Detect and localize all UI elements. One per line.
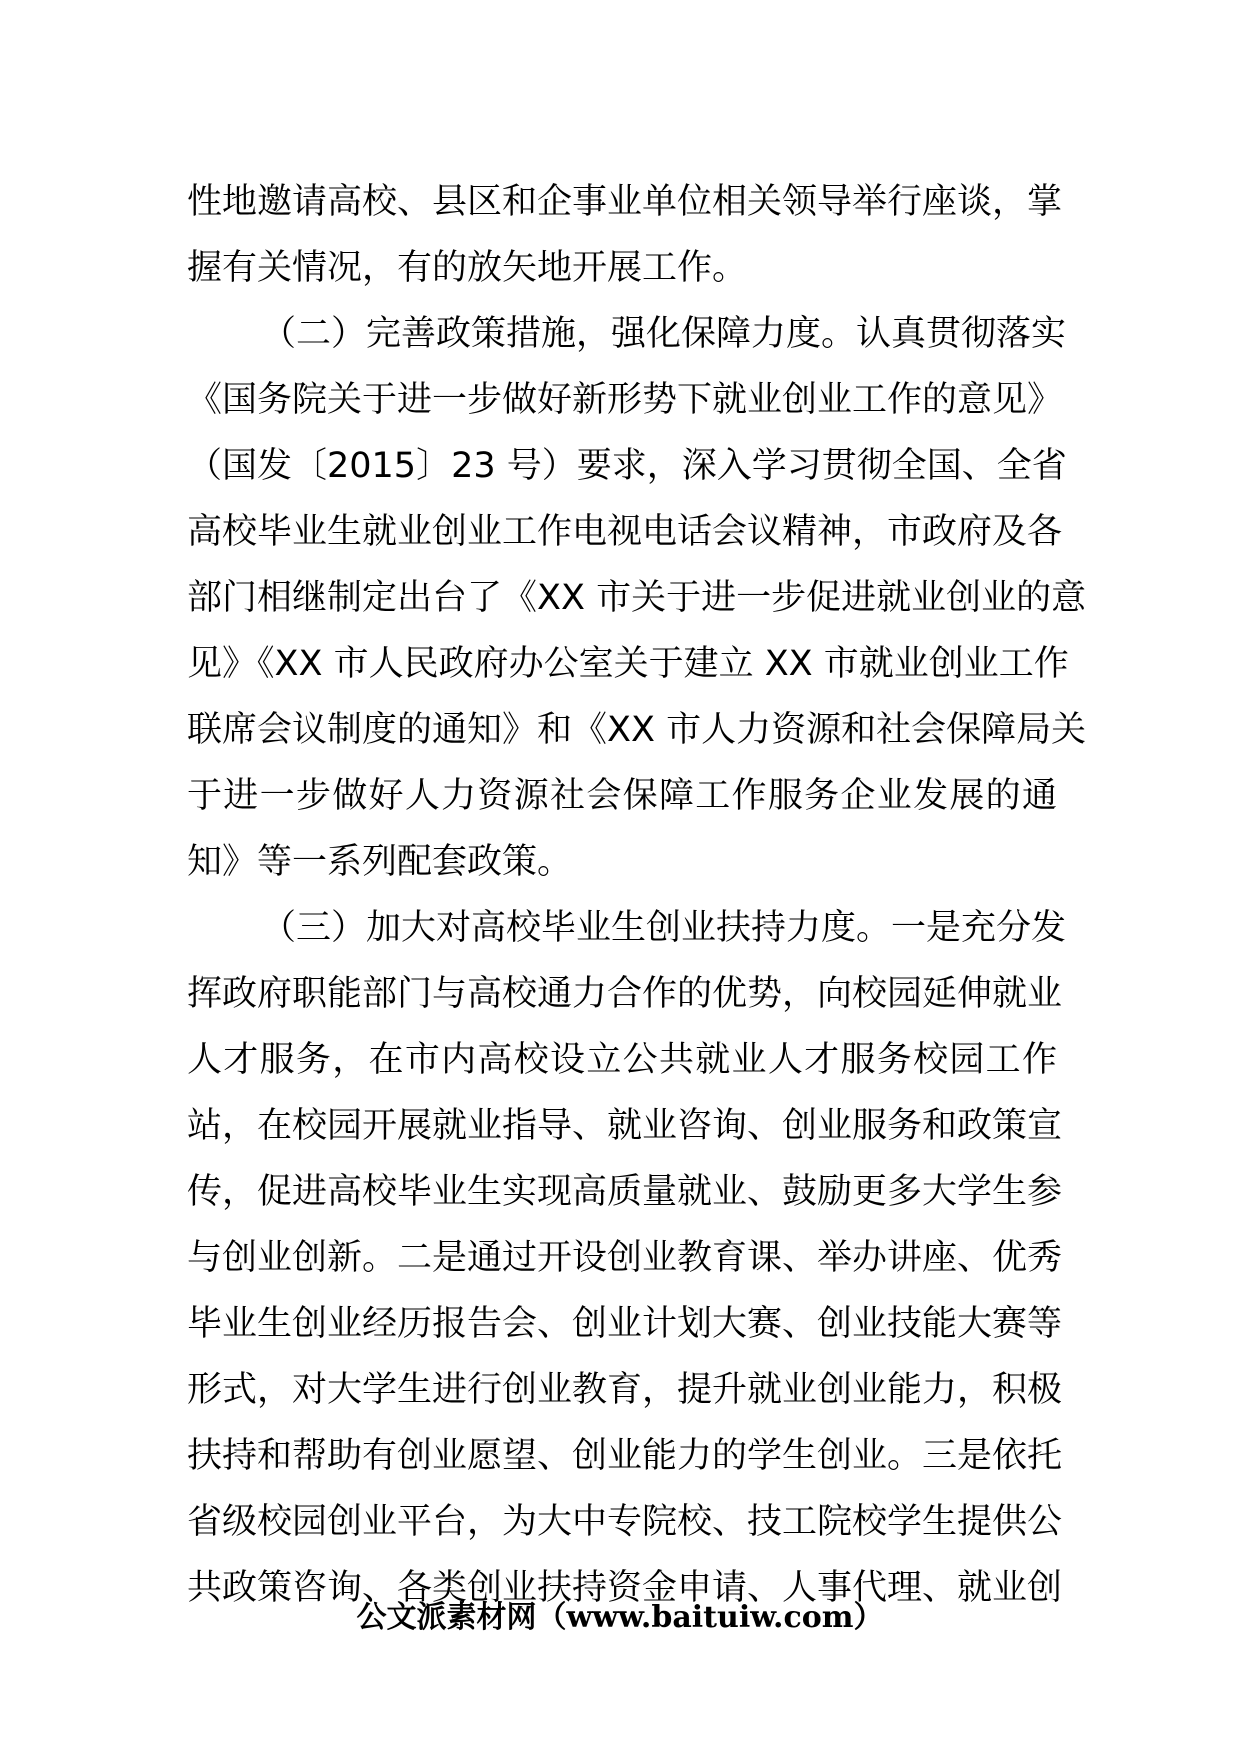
text-line: 于进一步做好人力资源社会保障工作服务企业发展的通 — [187, 776, 1057, 816]
text-line: 形式，对大学生进行创业教育，提升就业创业能力，积极 — [187, 1370, 1063, 1410]
section-heading-line: （三）加大对高校毕业生创业扶持力度。一是充分发 — [261, 908, 1067, 948]
footer-watermark: 公文派素材网（www.baituiw.com） — [356, 1600, 884, 1635]
text-line: 与创业创新。二是通过开设创业教育课、举办讲座、优秀 — [187, 1238, 1063, 1278]
text-line: 部门相继制定出台了《XX 市关于进一步促进就业创业的意 — [187, 578, 1087, 618]
text-line: 知》等一系列配套政策。 — [187, 842, 573, 882]
section-heading-line: （二）完善政策措施，强化保障力度。认真贯彻落实 — [261, 314, 1067, 354]
text-line: 挥政府职能部门与高校通力合作的优势，向校园延伸就业 — [187, 974, 1063, 1014]
text-line: 握有关情况，有的放矢地开展工作。 — [187, 248, 748, 288]
text-line: 毕业生创业经历报告会、创业计划大赛、创业技能大赛等 — [187, 1304, 1063, 1344]
body-text — [187, 169, 1087, 1621]
text-line: 省级校园创业平台，为大中专院校、技工院校学生提供公 — [187, 1502, 1063, 1542]
text-line: 共政策咨询、各类创业扶持资金申请、人事代理、就业创 — [187, 1568, 1063, 1608]
text-line: 性地邀请高校、县区和企事业单位相关领导举行座谈，掌 — [187, 182, 1063, 222]
text-line: 高校毕业生就业创业工作电视电话会议精神，市政府及各 — [187, 512, 1063, 552]
text-line: 见》《XX 市人民政府办公室关于建立 XX 市就业创业工作 — [187, 644, 1069, 684]
text-line: 站，在校园开展就业指导、就业咨询、创业服务和政策宣 — [187, 1106, 1063, 1146]
text-line: 联席会议制度的通知》和《XX 市人力资源和社会保障局关 — [187, 710, 1087, 750]
text-line: 人才服务，在市内高校设立公共就业人才服务校园工作 — [187, 1040, 1057, 1080]
text-line: 《国务院关于进一步做好新形势下就业创业工作的意见》 — [187, 380, 1063, 420]
text-line: 扶持和帮助有创业愿望、创业能力的学生创业。三是依托 — [187, 1436, 1063, 1476]
text-line: （国发〔2015〕23 号）要求，深入学习贯彻全国、全省 — [187, 446, 1067, 486]
text-line: 传，促进高校毕业生实现高质量就业、鼓励更多大学生参 — [187, 1172, 1063, 1212]
